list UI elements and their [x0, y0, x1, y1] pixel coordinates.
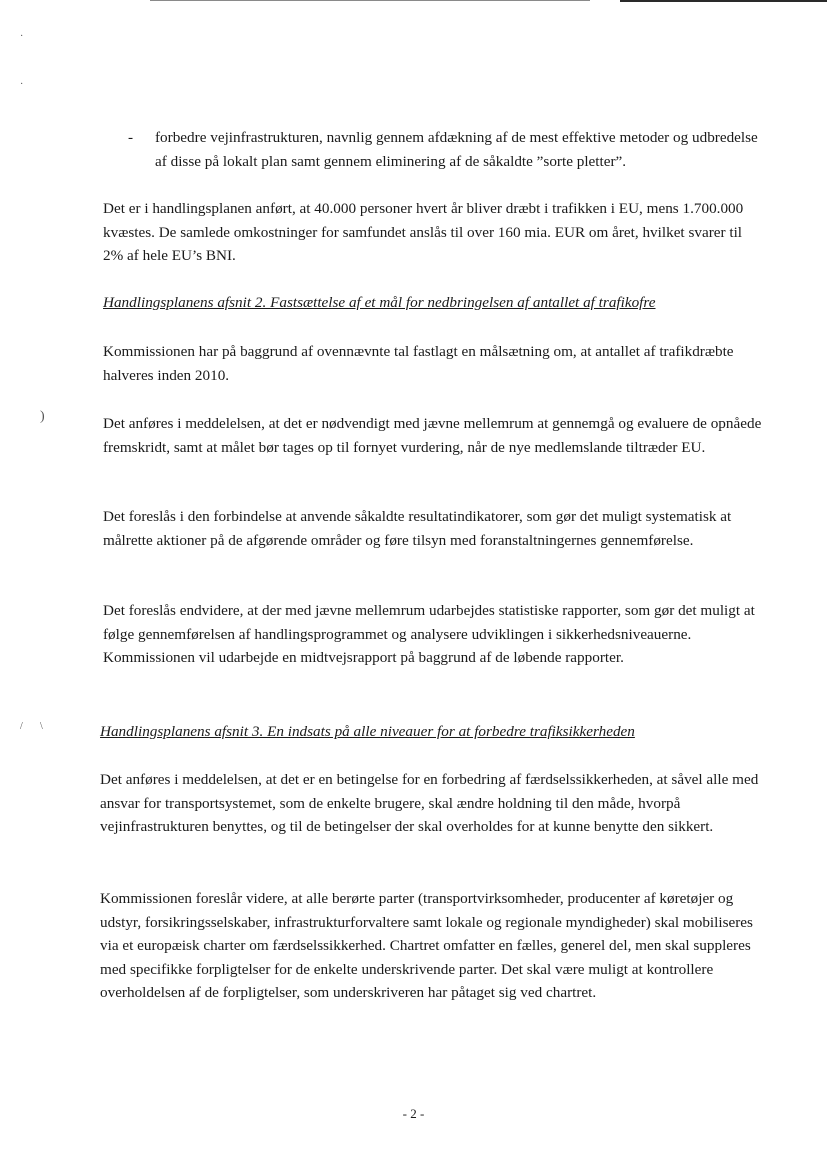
scan-speck: )	[40, 409, 45, 424]
paragraph: Det foreslås i den forbindelse at anvende såkaldte resultatindikatorer, som gør det muligt systematisk at målrette aktioner på de afgørende områder og føre tilsyn med foranstaltningernes gennemførelse.	[103, 508, 732, 549]
scan-artifact-line	[620, 0, 827, 2]
paragraph: Det anføres i meddelelsen, at det er nødvendigt med jævne mellemrum at gennemgå og evaluere de opnåede fremskridt, samt at målet bør tages op til fornyet vurdering, når de nye medlemslande tiltræder EU.	[103, 415, 762, 456]
scan-speck: ·	[20, 31, 24, 42]
paragraph: Kommissionen har på baggrund af ovennævnte tal fastlagt en målsætning om, at antallet af trafikdræbte halveres inden 2010.	[103, 343, 734, 384]
scan-speck: /	[20, 721, 23, 732]
bullet-text: forbedre vejinfrastrukturen, navnlig gennem afdækning af de mest effektive metoder og udbredelse af disse på lokalt plan samt gennem eliminering af de såkaldte ”sorte pletter”.	[155, 129, 758, 170]
paragraph: Det er i handlingsplanen anført, at 40.000 personer hvert år bliver dræbt i trafikken i EU, mens 1.700.000 kvæstes. De samlede omkostninger for samfundet anslås til over 160 mia. EUR om året, hvilket svarer til 2% af hele EU’s BNI.	[103, 200, 744, 264]
scan-speck: \	[40, 721, 43, 732]
bullet-item	[128, 126, 768, 173]
bullet-dash: -	[128, 129, 134, 146]
section-heading: Handlingsplanens afsnit 2. Fastsættelse af et mål for nedbringelsen af antallet af trafikofre	[103, 294, 656, 311]
paragraph: Det anføres i meddelelsen, at det er en betingelse for en forbedring af færdselssikkerheden, at såvel alle med ansvar for transportsystemet, som de enkelte brugere, skal ændre holdning til den måde, hvorpå vejinfrastrukturen benyttes, og til de betingelser der skal overholdes for at kunne benytte den sikkert.	[100, 771, 759, 835]
page-number: - 2 -	[402, 1106, 425, 1121]
scan-speck: ·	[20, 79, 24, 90]
paragraph: Kommissionen foreslår videre, at alle berørte parter (transportvirksomheder, producenter af køretøjer og udstyr, forsikringsselskaber, infrastrukturforvaltere samt lokale og regionale myndigheder) skal mobiliseres via et europæisk charter om færdselssikkerhed. Chartret omfatter en fælles, generel del, men skal suppleres med specifikke forpligtelser for de enkelte underskrivende parter. Det skal være muligt at kontrollere overholdelsen af de forpligtelser, som underskriveren har påtaget sig ved chartret.	[100, 890, 753, 1001]
scan-artifact-line	[150, 0, 590, 1]
paragraph: Det foreslås endvidere, at der med jævne mellemrum udarbejdes statistiske rapporter, som gør det muligt at følge gennemførelsen af handlingsprogrammet og analysere udviklingen i sikkerhedsniveauerne. Kommissionen vil udarbejde en midtvejsrapport på baggrund af de løbende rapporter.	[103, 602, 755, 666]
section-heading: Handlingsplanens afsnit 3. En indsats på alle niveauer for at forbedre trafiksikkerheden	[100, 723, 635, 740]
